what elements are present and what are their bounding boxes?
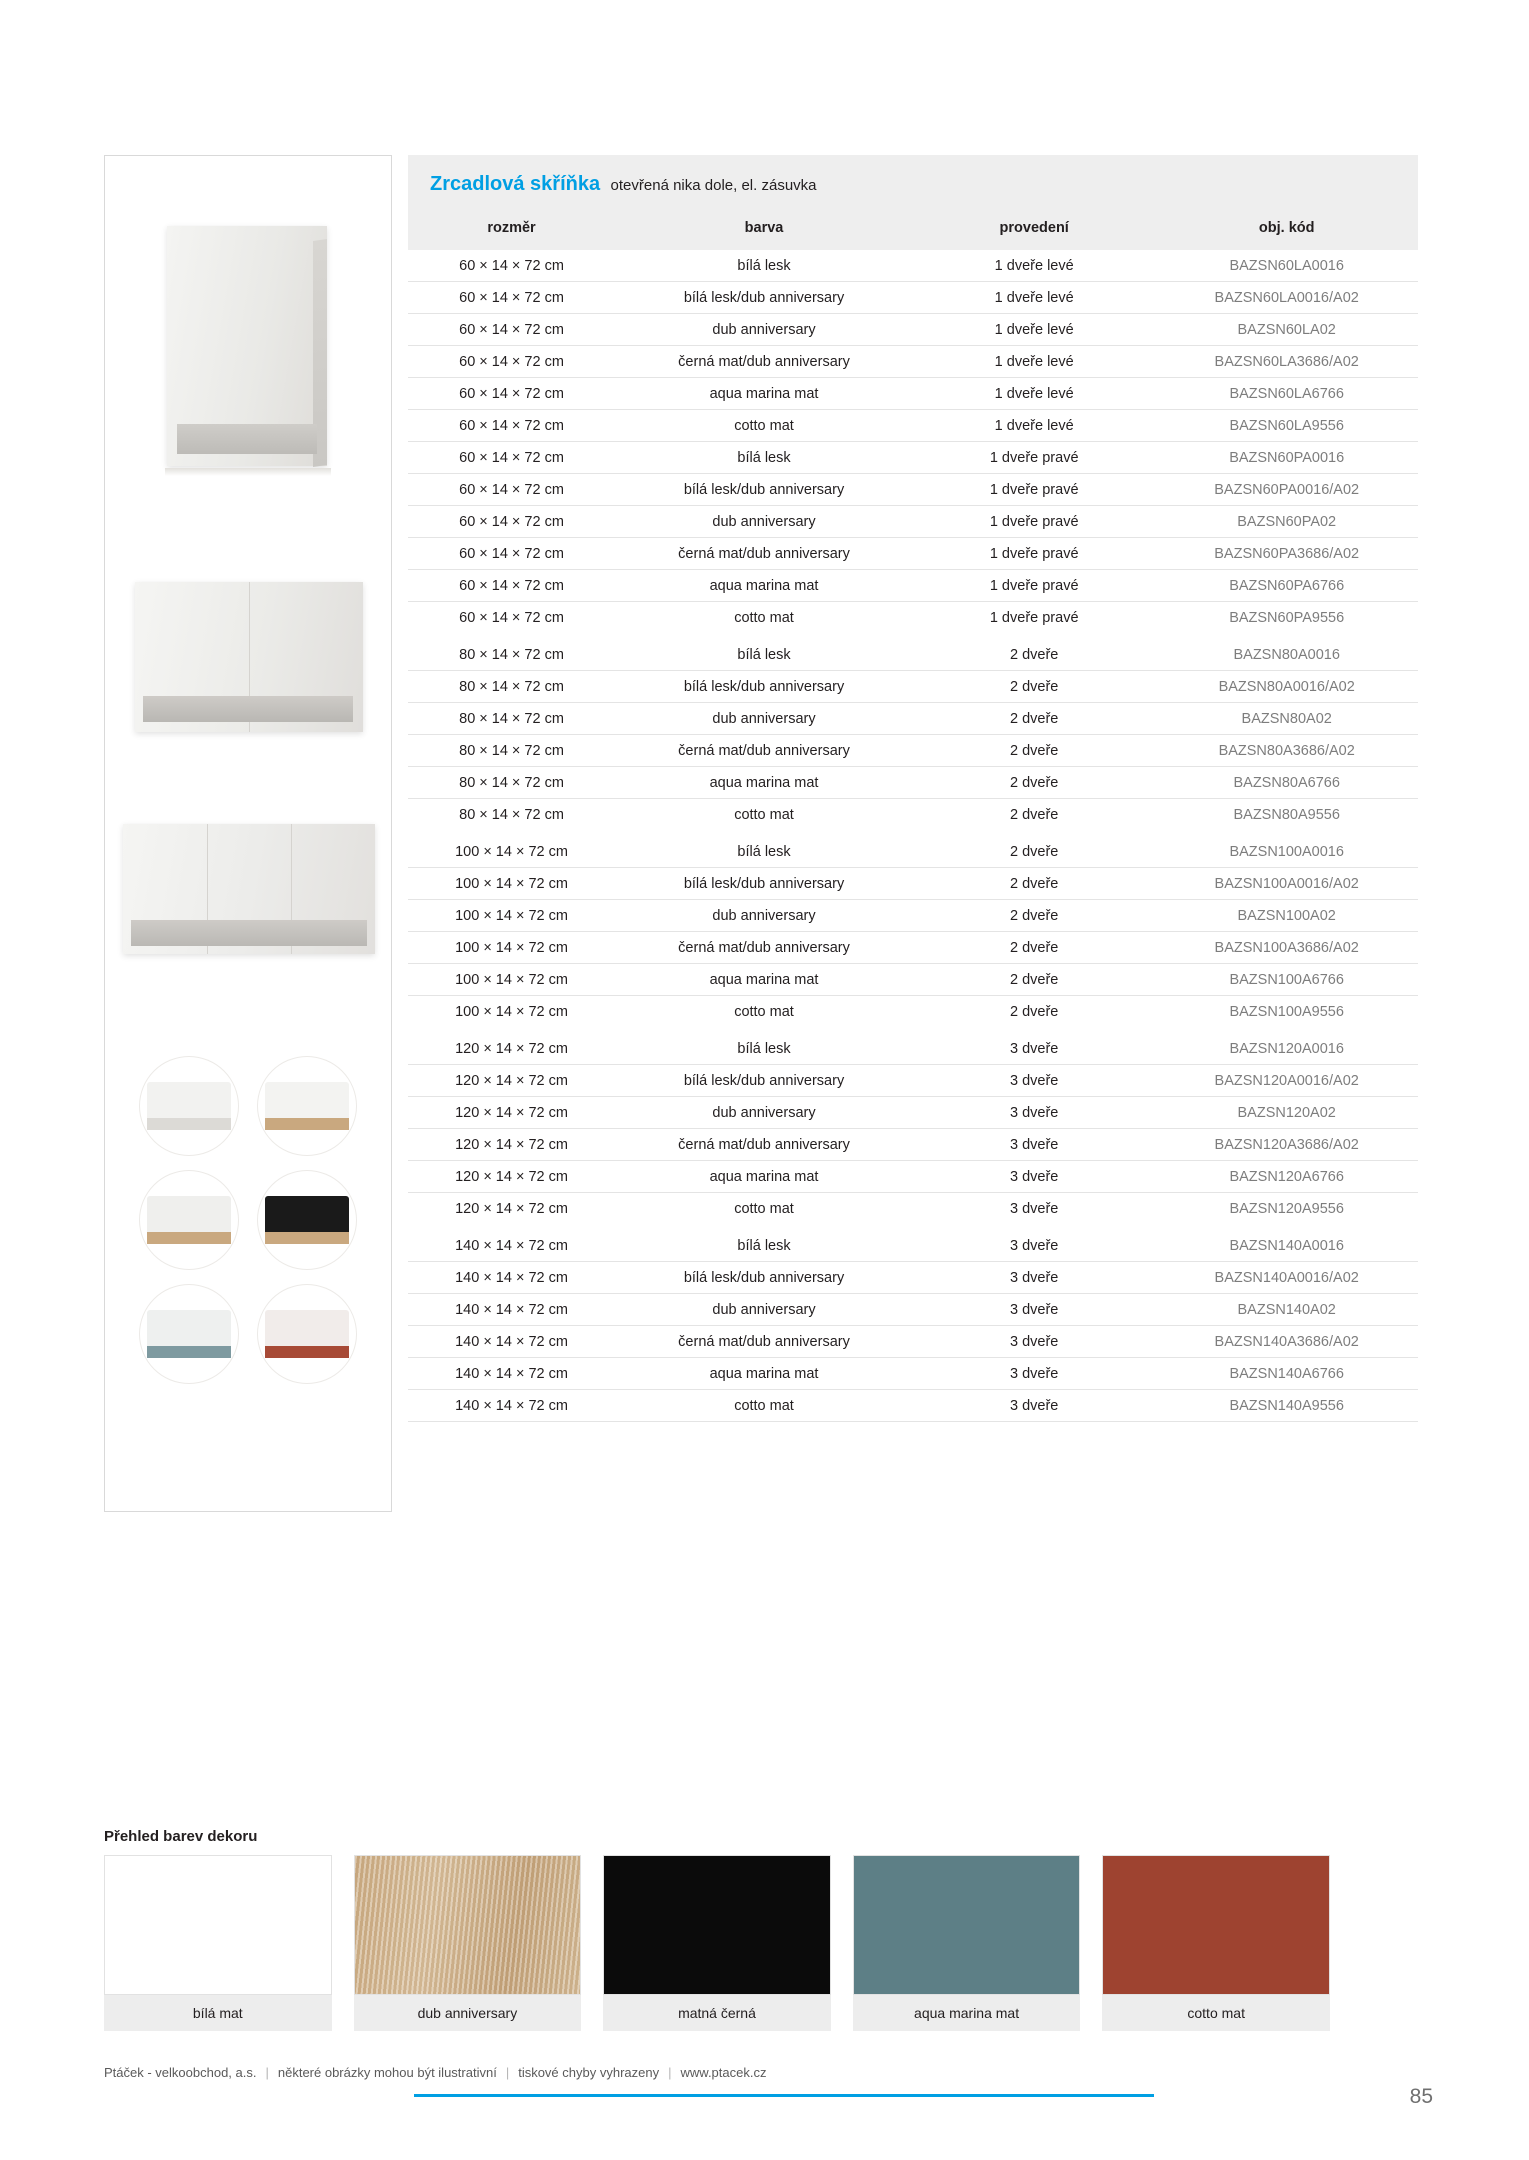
table-row xyxy=(408,1065,1418,1097)
cell-code: BAZSN60PA0016 xyxy=(1155,442,1418,474)
cell-variant: 3 dveře xyxy=(913,1161,1155,1193)
table-row xyxy=(408,250,1418,282)
table-row xyxy=(408,1193,1418,1228)
cell-size: 140 × 14 × 72 cm xyxy=(408,1358,615,1390)
decor-label: dub anniversary xyxy=(354,1995,582,2031)
cell-size: 60 × 14 × 72 cm xyxy=(408,602,615,637)
table-row xyxy=(408,282,1418,314)
cell-color: dub anniversary xyxy=(615,314,913,346)
table-row xyxy=(408,1326,1418,1358)
cell-color: bílá lesk xyxy=(615,1227,913,1262)
cell-variant: 1 dveře pravé xyxy=(913,570,1155,602)
cell-variant: 3 dveře xyxy=(913,1294,1155,1326)
footer-website[interactable]: www.ptacek.cz xyxy=(680,2065,767,2080)
cell-size: 140 × 14 × 72 cm xyxy=(408,1326,615,1358)
detail-circle-matna-cerna xyxy=(257,1170,357,1270)
cabinet-open-niche xyxy=(177,424,317,454)
cell-size: 60 × 14 × 72 cm xyxy=(408,282,615,314)
cell-size: 120 × 14 × 72 cm xyxy=(408,1030,615,1065)
cell-variant: 1 dveře levé xyxy=(913,282,1155,314)
detail-circle-aqua-marina-mat xyxy=(139,1284,239,1384)
table-row xyxy=(408,1097,1418,1129)
product-table-title-bar xyxy=(408,155,1418,210)
table-row xyxy=(408,378,1418,410)
cell-size: 120 × 14 × 72 cm xyxy=(408,1193,615,1228)
decor-overview-title: Přehled barev dekoru xyxy=(104,1828,258,1845)
table-row xyxy=(408,346,1418,378)
cell-code: BAZSN60LA0016/A02 xyxy=(1155,282,1418,314)
cell-variant: 1 dveře pravé xyxy=(913,506,1155,538)
cell-code: BAZSN100A0016/A02 xyxy=(1155,868,1418,900)
detail-circle-bila-mat xyxy=(139,1056,239,1156)
cell-size: 100 × 14 × 72 cm xyxy=(408,833,615,868)
cell-code: BAZSN140A02 xyxy=(1155,1294,1418,1326)
detail-circle-cotto-mat xyxy=(257,1284,357,1384)
cell-variant: 2 dveře xyxy=(913,868,1155,900)
product-photo-1-door-cabinet xyxy=(105,156,391,546)
cell-size: 80 × 14 × 72 cm xyxy=(408,671,615,703)
cell-code: BAZSN100A3686/A02 xyxy=(1155,932,1418,964)
product-table xyxy=(408,210,1418,1422)
cell-color: dub anniversary xyxy=(615,1294,913,1326)
footer-company: Ptáček - velkoobchod, a.s. xyxy=(104,2065,257,2080)
cell-size: 140 × 14 × 72 cm xyxy=(408,1227,615,1262)
cell-size: 60 × 14 × 72 cm xyxy=(408,570,615,602)
cell-variant: 2 dveře xyxy=(913,671,1155,703)
table-row xyxy=(408,314,1418,346)
table-row xyxy=(408,1358,1418,1390)
cell-code: BAZSN140A3686/A02 xyxy=(1155,1326,1418,1358)
cell-code: BAZSN60LA3686/A02 xyxy=(1155,346,1418,378)
cell-size: 80 × 14 × 72 cm xyxy=(408,767,615,799)
cabinet-open-niche xyxy=(131,920,367,946)
decor-item xyxy=(603,1855,831,2031)
cell-variant: 3 dveře xyxy=(913,1227,1155,1262)
decor-overview xyxy=(104,1828,1330,2031)
cell-code: BAZSN100A0016 xyxy=(1155,833,1418,868)
product-title: Zrcadlová skříňka xyxy=(430,173,601,195)
decor-item xyxy=(104,1855,332,2031)
cell-color: bílá lesk/dub anniversary xyxy=(615,1262,913,1294)
footer-note-illustrative: některé obrázky mohou být ilustrativní xyxy=(277,2065,497,2080)
cell-size: 100 × 14 × 72 cm xyxy=(408,996,615,1031)
product-subtitle: otevřená nika dole, el. zásuvka xyxy=(610,177,817,194)
decor-swatch xyxy=(104,1855,332,1995)
cell-size: 100 × 14 × 72 cm xyxy=(408,900,615,932)
footer-note-misprints: tiskové chyby vyhrazeny xyxy=(518,2065,660,2080)
cell-color: cotto mat xyxy=(615,1390,913,1422)
cell-color: černá mat/dub anniversary xyxy=(615,346,913,378)
cell-color: aqua marina mat xyxy=(615,378,913,410)
table-row xyxy=(408,1129,1418,1161)
cell-code: BAZSN100A9556 xyxy=(1155,996,1418,1031)
cell-code: BAZSN60PA02 xyxy=(1155,506,1418,538)
cell-size: 100 × 14 × 72 cm xyxy=(408,964,615,996)
cell-size: 100 × 14 × 72 cm xyxy=(408,932,615,964)
page-number: 85 xyxy=(1409,2085,1433,2108)
detail-circle-dub-anniversary xyxy=(257,1056,357,1156)
cell-variant: 2 dveře xyxy=(913,996,1155,1031)
table-row xyxy=(408,442,1418,474)
decor-swatch xyxy=(603,1855,831,1995)
decor-item xyxy=(853,1855,1081,2031)
table-row xyxy=(408,703,1418,735)
cell-code: BAZSN140A0016/A02 xyxy=(1155,1262,1418,1294)
cell-color: bílá lesk/dub anniversary xyxy=(615,868,913,900)
cell-color: bílá lesk/dub anniversary xyxy=(615,474,913,506)
cell-color: dub anniversary xyxy=(615,703,913,735)
decor-swatch xyxy=(853,1855,1081,1995)
cell-code: BAZSN80A0016/A02 xyxy=(1155,671,1418,703)
cell-color: cotto mat xyxy=(615,799,913,834)
cell-variant: 3 dveře xyxy=(913,1129,1155,1161)
column-header-variant: provedení xyxy=(913,210,1155,250)
table-row xyxy=(408,538,1418,570)
cell-size: 120 × 14 × 72 cm xyxy=(408,1065,615,1097)
cell-code: BAZSN140A6766 xyxy=(1155,1358,1418,1390)
table-row xyxy=(408,506,1418,538)
decor-item xyxy=(1102,1855,1330,2031)
table-row xyxy=(408,900,1418,932)
footer-accent-bar xyxy=(414,2094,1154,2097)
cell-code: BAZSN140A0016 xyxy=(1155,1227,1418,1262)
cell-code: BAZSN80A3686/A02 xyxy=(1155,735,1418,767)
cell-size: 60 × 14 × 72 cm xyxy=(408,314,615,346)
table-body xyxy=(408,250,1418,1422)
cell-code: BAZSN60LA02 xyxy=(1155,314,1418,346)
column-header-color: barva xyxy=(615,210,913,250)
cell-code: BAZSN120A6766 xyxy=(1155,1161,1418,1193)
cell-color: bílá lesk/dub anniversary xyxy=(615,282,913,314)
table-row xyxy=(408,735,1418,767)
cell-size: 140 × 14 × 72 cm xyxy=(408,1390,615,1422)
cell-variant: 3 dveře xyxy=(913,1262,1155,1294)
decor-item xyxy=(354,1855,582,2031)
cell-variant: 2 dveře xyxy=(913,703,1155,735)
cell-code: BAZSN80A6766 xyxy=(1155,767,1418,799)
cell-variant: 3 dveře xyxy=(913,1358,1155,1390)
cell-code: BAZSN120A0016 xyxy=(1155,1030,1418,1065)
cell-color: černá mat/dub anniversary xyxy=(615,538,913,570)
cell-color: bílá lesk/dub anniversary xyxy=(615,1065,913,1097)
footer-separator: | xyxy=(265,2065,269,2080)
cell-variant: 1 dveře pravé xyxy=(913,442,1155,474)
table-row xyxy=(408,636,1418,671)
footer-separator: | xyxy=(505,2065,510,2080)
cell-code: BAZSN60PA6766 xyxy=(1155,570,1418,602)
cell-size: 60 × 14 × 72 cm xyxy=(408,538,615,570)
cell-color: černá mat/dub anniversary xyxy=(615,932,913,964)
table-row xyxy=(408,1227,1418,1262)
cell-size: 80 × 14 × 72 cm xyxy=(408,735,615,767)
cell-color: dub anniversary xyxy=(615,900,913,932)
cell-code: BAZSN100A02 xyxy=(1155,900,1418,932)
table-header xyxy=(408,210,1418,250)
cell-variant: 1 dveře levé xyxy=(913,346,1155,378)
cell-variant: 2 dveře xyxy=(913,735,1155,767)
cell-variant: 2 dveře xyxy=(913,932,1155,964)
cell-variant: 1 dveře pravé xyxy=(913,538,1155,570)
cell-code: BAZSN120A0016/A02 xyxy=(1155,1065,1418,1097)
column-header-code: obj. kód xyxy=(1155,210,1418,250)
table-row xyxy=(408,671,1418,703)
cell-size: 80 × 14 × 72 cm xyxy=(408,703,615,735)
cell-code: BAZSN60PA3686/A02 xyxy=(1155,538,1418,570)
cell-variant: 3 dveře xyxy=(913,1030,1155,1065)
cell-color: aqua marina mat xyxy=(615,570,913,602)
cell-size: 140 × 14 × 72 cm xyxy=(408,1294,615,1326)
cell-size: 120 × 14 × 72 cm xyxy=(408,1129,615,1161)
cell-color: bílá lesk xyxy=(615,442,913,474)
cell-code: BAZSN60LA6766 xyxy=(1155,378,1418,410)
product-photo-3-door-cabinet xyxy=(105,796,391,1006)
table-row xyxy=(408,1161,1418,1193)
cell-code: BAZSN60LA0016 xyxy=(1155,250,1418,282)
cell-color: bílá lesk xyxy=(615,1030,913,1065)
cell-color: černá mat/dub anniversary xyxy=(615,1326,913,1358)
cell-color: cotto mat xyxy=(615,410,913,442)
cell-variant: 2 dveře xyxy=(913,900,1155,932)
cell-code: BAZSN140A9556 xyxy=(1155,1390,1418,1422)
cell-code: BAZSN60PA0016/A02 xyxy=(1155,474,1418,506)
cell-size: 60 × 14 × 72 cm xyxy=(408,506,615,538)
cell-color: dub anniversary xyxy=(615,506,913,538)
column-header-size: rozměr xyxy=(408,210,615,250)
table-row xyxy=(408,570,1418,602)
cell-color: aqua marina mat xyxy=(615,767,913,799)
table-row xyxy=(408,1030,1418,1065)
cell-color: cotto mat xyxy=(615,996,913,1031)
product-image-column xyxy=(104,155,392,1512)
detail-swatch-circles xyxy=(105,1056,391,1384)
table-row xyxy=(408,964,1418,996)
cell-color: aqua marina mat xyxy=(615,964,913,996)
decor-label: aqua marina mat xyxy=(853,1995,1081,2031)
cell-variant: 1 dveře pravé xyxy=(913,602,1155,637)
table-row xyxy=(408,833,1418,868)
cell-variant: 1 dveře levé xyxy=(913,410,1155,442)
cell-variant: 1 dveře levé xyxy=(913,250,1155,282)
cell-code: BAZSN120A3686/A02 xyxy=(1155,1129,1418,1161)
decor-label: cotto mat xyxy=(1102,1995,1330,2031)
cell-variant: 1 dveře levé xyxy=(913,378,1155,410)
table-row xyxy=(408,1262,1418,1294)
cell-size: 60 × 14 × 72 cm xyxy=(408,378,615,410)
table-row xyxy=(408,1390,1418,1422)
cell-color: dub anniversary xyxy=(615,1097,913,1129)
cell-color: černá mat/dub anniversary xyxy=(615,1129,913,1161)
cell-size: 60 × 14 × 72 cm xyxy=(408,250,615,282)
cell-variant: 3 dveře xyxy=(913,1097,1155,1129)
cell-color: cotto mat xyxy=(615,1193,913,1228)
cell-size: 100 × 14 × 72 cm xyxy=(408,868,615,900)
cell-variant: 2 dveře xyxy=(913,833,1155,868)
cell-variant: 2 dveře xyxy=(913,799,1155,834)
decor-swatch xyxy=(354,1855,582,1995)
detail-circle-dub-anniversary-2 xyxy=(139,1170,239,1270)
cell-code: BAZSN60LA9556 xyxy=(1155,410,1418,442)
product-table-section xyxy=(408,155,1418,1422)
cell-color: bílá lesk/dub anniversary xyxy=(615,671,913,703)
cell-code: BAZSN100A6766 xyxy=(1155,964,1418,996)
cell-variant: 3 dveře xyxy=(913,1390,1155,1422)
cell-color: aqua marina mat xyxy=(615,1358,913,1390)
table-row xyxy=(408,767,1418,799)
cell-color: černá mat/dub anniversary xyxy=(615,735,913,767)
cell-code: BAZSN120A9556 xyxy=(1155,1193,1418,1228)
footer-separator: | xyxy=(668,2065,672,2080)
cell-color: bílá lesk xyxy=(615,636,913,671)
table-row xyxy=(408,868,1418,900)
product-photo-2-door-cabinet xyxy=(105,546,391,796)
table-row xyxy=(408,474,1418,506)
cell-variant: 3 dveře xyxy=(913,1326,1155,1358)
cell-size: 120 × 14 × 72 cm xyxy=(408,1097,615,1129)
table-header-row xyxy=(408,210,1418,250)
table-row xyxy=(408,1294,1418,1326)
table-row xyxy=(408,602,1418,637)
cell-size: 60 × 14 × 72 cm xyxy=(408,410,615,442)
cell-code: BAZSN80A0016 xyxy=(1155,636,1418,671)
decor-label: matná černá xyxy=(603,1995,831,2031)
cabinet-shadow xyxy=(165,468,331,476)
decor-swatch-row xyxy=(104,1855,1330,2031)
table-row xyxy=(408,410,1418,442)
cell-variant: 1 dveře pravé xyxy=(913,474,1155,506)
cell-size: 60 × 14 × 72 cm xyxy=(408,442,615,474)
cell-code: BAZSN60PA9556 xyxy=(1155,602,1418,637)
decor-swatch xyxy=(1102,1855,1330,1995)
cell-color: cotto mat xyxy=(615,602,913,637)
decor-label: bílá mat xyxy=(104,1995,332,2031)
cell-size: 80 × 14 × 72 cm xyxy=(408,636,615,671)
table-row xyxy=(408,799,1418,834)
page-footer xyxy=(104,2065,1434,2097)
cell-color: aqua marina mat xyxy=(615,1161,913,1193)
cell-color: bílá lesk xyxy=(615,250,913,282)
cell-size: 120 × 14 × 72 cm xyxy=(408,1161,615,1193)
cell-size: 140 × 14 × 72 cm xyxy=(408,1262,615,1294)
cell-code: BAZSN120A02 xyxy=(1155,1097,1418,1129)
cell-color: bílá lesk xyxy=(615,833,913,868)
cell-size: 60 × 14 × 72 cm xyxy=(408,346,615,378)
cabinet-open-niche xyxy=(143,696,353,722)
cell-variant: 2 dveře xyxy=(913,767,1155,799)
cell-variant: 2 dveře xyxy=(913,964,1155,996)
cell-variant: 1 dveře levé xyxy=(913,314,1155,346)
cell-variant: 2 dveře xyxy=(913,636,1155,671)
table-row xyxy=(408,932,1418,964)
cell-code: BAZSN80A02 xyxy=(1155,703,1418,735)
cell-variant: 3 dveře xyxy=(913,1065,1155,1097)
table-row xyxy=(408,996,1418,1031)
cell-size: 60 × 14 × 72 cm xyxy=(408,474,615,506)
cell-size: 80 × 14 × 72 cm xyxy=(408,799,615,834)
cell-code: BAZSN80A9556 xyxy=(1155,799,1418,834)
cell-variant: 3 dveře xyxy=(913,1193,1155,1228)
